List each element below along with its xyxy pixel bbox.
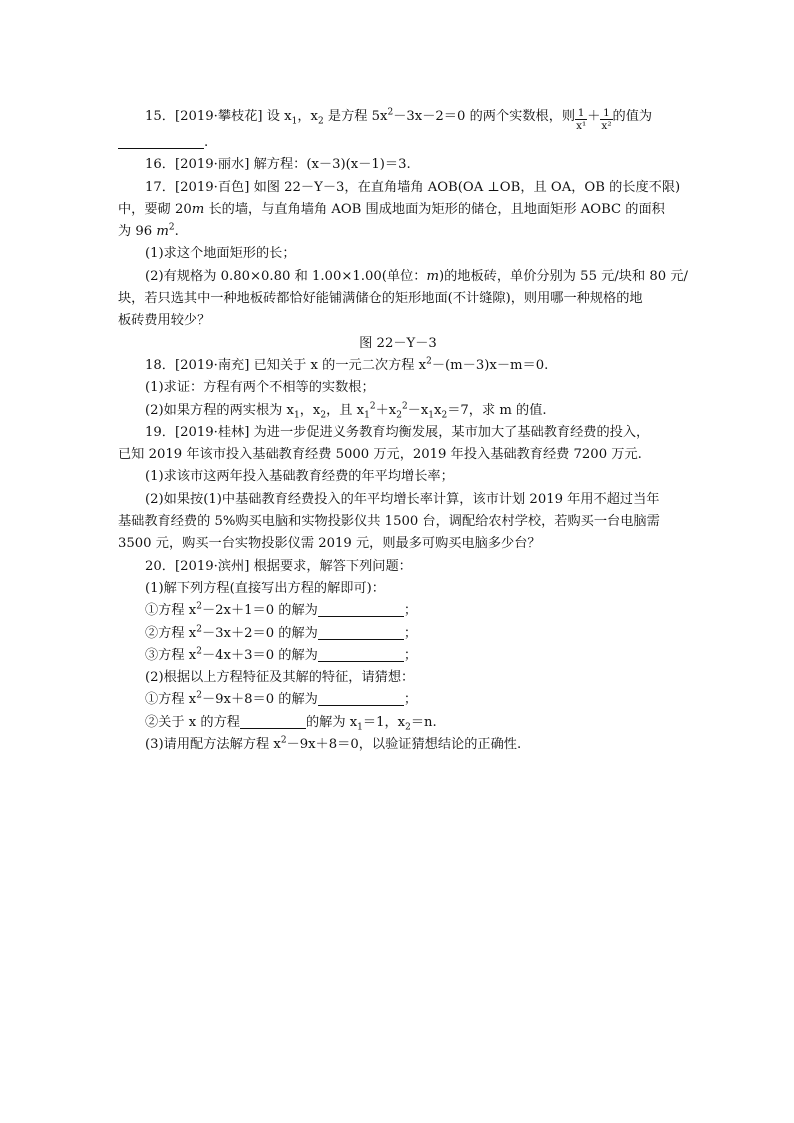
q20-answer-blank-4[interactable] [318,690,404,706]
q15-answer-blank[interactable] [118,133,204,149]
q20-equation-3: ③方程 $x^2-4x+3=0$ 的解为 ； [145,646,418,663]
question-17: 17．[2019·百色] 如图 22－Y－3，在直角墙角 AOB(OA ⊥OB，且 OA，OB 的长度不限) [145,179,681,195]
q15-answer-line: . [118,132,678,154]
q20-part-1: (1)解下列方程(直接写出方程的解即可)： [145,580,385,596]
q15-text: 15．[2019·攀枝花] 设 x [145,109,292,124]
question-16: 16．[2019·丽水] 解方程：(x－3)(x－1)＝3. [145,157,411,173]
q20-guess-1: ①方程 $x^2-9x+8=0$ 的解为 ； [145,691,418,708]
q20-answer-blank-1[interactable] [318,601,404,617]
question-19: 19．[2019·桂林] 为进一步促进义务教育均衡发展，某市加大了基础教育经费的投入， [145,424,650,440]
q19-part-2: (2)如果按(1)中基础教育经费投入的年平均增长率计算，该市计划 2019 年用不超过当年 [145,491,660,507]
question-15: 15．[2019·攀枝花] 设 $x_1$，$x_2$ 是方程 $5x^2-3x-2=0$ 的两个实数根，则 $\frac{1}{\text{x¹}}$ ＋ $\frac{1}{\text{x²}}$ 的值为 [145,107,653,132]
q20-part-2: (2)根据以上方程特征及其解的特征，请猜想： [145,670,415,686]
q20-answer-blank-3[interactable] [318,646,404,662]
q20-equation-1: ①方程 $x^2-2x+1=0$ 的解为 ； [145,601,418,619]
q18-part-1: (1)求证：方程有两个不相等的实数根； [145,380,375,396]
question-18: 18．[2019·南充] 已知关于 x 的一元二次方程 $x^2-(m-3)x-m=0$. [145,356,549,373]
worksheet-page: 15．[2019·攀枝花] 设 $x_1$，$x_2$ 是方程 $5x^2-3x-2=0$ 的两个实数根，则 $\frac{1}{\text{x¹}}$ ＋ $\frac{1}{\text{x²}}$ 的值为 . 16．[2019·丽水] 解方程：(x－3)(x－1)＝3. 17．[2019·百色] 如图 22－Y－3，在直角墙角 AOB(OA ⊥OB，且 OA，OB 的长度不限) 中，要砌 20m 长的墙，与直角墙角 AOB 围成地面为矩形的储仓，且地面矩形 AOBC 的面积 为 96 $m^2$. (1)求这个地面矩形的长； (2)有规格为 0.80×0.80 和 1.00×1.00(单位：m)的地板砖，单价分别为 55 元/块和 80 元/ 块，若只选其中一种地板砖都恰好能铺满储仓的矩形地面(不计缝隙)，则用哪一种规格的地 板砖费用较少？ 图 22－Y－3 18．[2019·南充] 已知关于 x 的一元二次方程 $x^2-(m-3)x-m=0$. (1)求证：方程有两个不相等的实数根； (2)如果方程的两实根为 $x_1$，$x_2$，且 $x_1^2+x_2^2-x_1x_2=7$，求 m 的值. 19．[2019·桂林] 为进一步促进义务教育均衡发展，某市加大了基础教育经费的投入， 已知 2019 年该市投入基础教育经费 5000 万元，2019 年投入基础教育经费 7200 万元. (1)求该市这两年投入基础教育经费的年平均增长率； (2)如果按(1)中基础教育经费投入的年平均增长率计算，该市计划 2019 年用不超过当年 基础教育经费的 5%购买电脑和实物投影仪共 1500 台，调配给农村学校，若购买一台电脑需 3500 元，购买一台实物投影仪需 2019 元，则最多可购买电脑多少台？ 20．[2019·滨州] 根据要求，解答下列问题： (1)解下列方程(直接写出方程的解即可)： ①方程 $x^2-2x+1=0$ 的解为 ； ②方程 $x^2-3x+2=0$ 的解为 ； ③方程 $x^2-4x+3=0$ 的解为 ； (2)根据以上方程特征及其解的特征，请猜想： ①方程 $x^2-9x+8=0$ 的解为 ； ②关于 x 的方程 的解为 $x_1=1$，$x_2=n$. (3)请用配方法解方程 $x^2-9x+8=0$，以验证猜想结论的正确性. [118,102,678,756]
q20-part-3: (3)请用配方法解方程 $x^2-9x+8=0$，以验证猜想结论的正确性. [145,735,522,753]
q17-part-1: (1)求这个地面矩形的长； [145,246,296,262]
question-20: 20．[2019·滨州] 根据要求，解答下列问题： [145,558,412,574]
figure-caption: 图 22－Y－3 [359,335,437,351]
q17-part-2: (2)有规格为 0.80×0.80 和 1.00×1.00(单位：m)的地板砖，单价分别为 55 元/块和 80 元/ [145,268,688,284]
fraction-1-over-x1: $\frac{1}{\text{x¹}}$ [576,107,587,132]
q19-part-1: (1)求该市这两年投入基础教育经费的年平均增长率； [145,469,454,485]
q18-part-2: (2)如果方程的两实根为 $x_1$，$x_2$，且 $x_1^2+x_2^2-x_1x_2=7$，求 m 的值. [145,401,547,421]
q20-answer-blank-2[interactable] [318,624,404,640]
q20-guess-2: ②关于 x 的方程 的解为 $x_1=1$，$x_2=n$. [145,714,437,733]
q20-answer-blank-5[interactable] [240,713,306,729]
q20-equation-2: ②方程 $x^2-3x+2=0$ 的解为 ； [145,624,418,641]
fraction-1-over-x2: $\frac{1}{\text{x²}}$ [601,107,612,132]
